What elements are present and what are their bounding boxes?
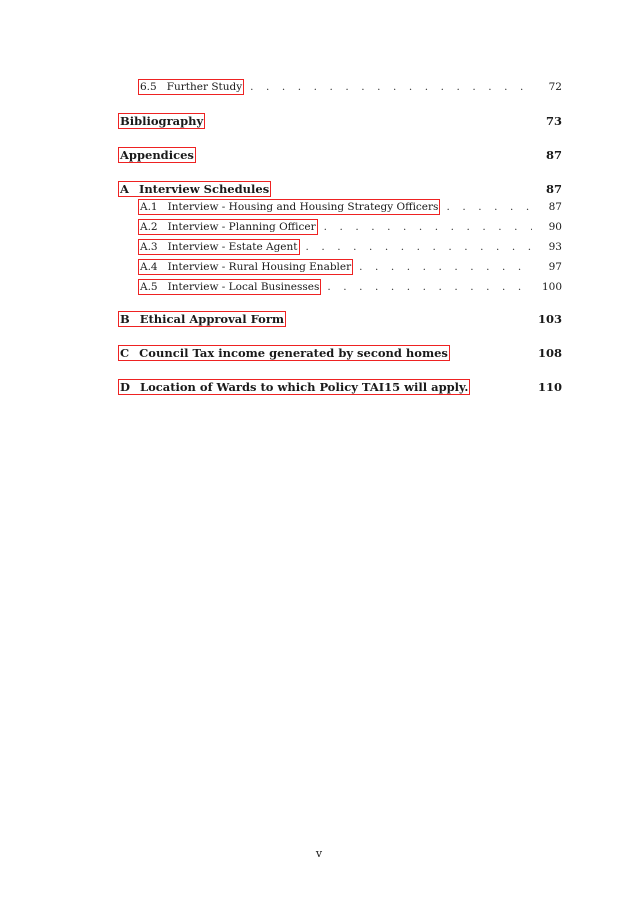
- toc-entry-number: A: [120, 182, 129, 196]
- toc-entry-page: 110: [537, 380, 562, 394]
- toc-entry-a3: [118, 238, 562, 258]
- toc-link-appendix-b[interactable]: [118, 311, 286, 327]
- toc-entry-title: Interview - Rural Housing Enabler: [167, 261, 352, 273]
- toc-entry-page: 97: [548, 261, 562, 273]
- dot-leader: [306, 238, 533, 256]
- toc-entry-a5: [118, 278, 562, 298]
- toc-entry-title: Interview - Housing and Housing Strategy Officers: [167, 201, 439, 213]
- dot-leader: [327, 278, 532, 296]
- toc-link-a3[interactable]: [138, 239, 300, 255]
- toc-link-a4[interactable]: [138, 259, 353, 275]
- toc-entry-number: A.5: [140, 281, 158, 293]
- toc-link-a2[interactable]: [138, 219, 318, 235]
- toc-link-appendix-a[interactable]: [118, 181, 271, 197]
- toc-entry-title: Bibliography: [120, 114, 204, 128]
- toc-entry-page: 108: [537, 346, 562, 360]
- toc-entry-page: 90: [548, 221, 562, 233]
- toc-entry-title: Council Tax income generated by second homes: [139, 346, 448, 360]
- toc-link-a1[interactable]: [138, 199, 440, 215]
- toc-link-further-study[interactable]: [138, 79, 244, 95]
- toc-entry-title: Location of Wards to which Policy TAI15 will apply.: [139, 380, 469, 394]
- toc-entry-number: C: [120, 346, 130, 360]
- toc-entry-title: Interview - Planning Officer: [167, 221, 316, 233]
- toc-entry-title: Ethical Approval Form: [139, 312, 285, 326]
- toc-entry-number: 6.5: [140, 81, 157, 93]
- toc-entry-page: 73: [545, 114, 562, 128]
- toc-entry-number: A.4: [140, 261, 158, 273]
- toc-entry-number: A.2: [140, 221, 158, 233]
- toc-entry-appendix-c: [118, 344, 562, 362]
- toc-entry-number: A.3: [140, 241, 158, 253]
- toc-entry-page: 87: [545, 148, 562, 162]
- toc-link-appendix-c[interactable]: [118, 345, 450, 361]
- toc-entry-appendices: [118, 146, 562, 164]
- toc-link-appendices[interactable]: [118, 147, 196, 163]
- dot-leader: [446, 198, 532, 216]
- toc-entry-page: 72: [548, 81, 562, 93]
- toc-entry-page: 100: [541, 281, 562, 293]
- toc-entry-appendix-a: [118, 180, 562, 198]
- toc-entry-number: A.1: [140, 201, 158, 213]
- dot-leader: [250, 78, 532, 96]
- toc-entry-title: Interview - Estate Agent: [167, 241, 298, 253]
- toc-entry-title: Appendices: [120, 148, 194, 162]
- toc-entry-a4: [118, 258, 562, 278]
- toc-entry-number: D: [120, 380, 130, 394]
- toc-entry-further-study: [118, 78, 562, 98]
- toc-link-bibliography[interactable]: [118, 113, 205, 129]
- toc-entry-appendix-d: [118, 378, 562, 396]
- toc-link-a5[interactable]: [138, 279, 321, 295]
- toc-entry-page: 87: [545, 182, 562, 196]
- dot-leader: [359, 258, 532, 276]
- toc-entry-page: 103: [537, 312, 562, 326]
- toc-entry-title: Interview - Local Businesses: [167, 281, 320, 293]
- toc-entry-title: Interview Schedules: [138, 182, 270, 196]
- toc-entry-title: Further Study: [166, 81, 243, 93]
- dot-leader: [324, 218, 532, 236]
- toc-link-appendix-d[interactable]: [118, 379, 470, 395]
- toc-entry-page: 93: [548, 241, 562, 253]
- toc-entry-a1: [118, 198, 562, 218]
- toc-entry-appendix-b: [118, 310, 562, 328]
- table-of-contents: [118, 78, 562, 396]
- toc-entry-page: 87: [548, 201, 562, 213]
- toc-entry-number: B: [120, 312, 130, 326]
- toc-entry-bibliography: [118, 112, 562, 130]
- page-number: v: [315, 847, 323, 860]
- toc-entry-a2: [118, 218, 562, 238]
